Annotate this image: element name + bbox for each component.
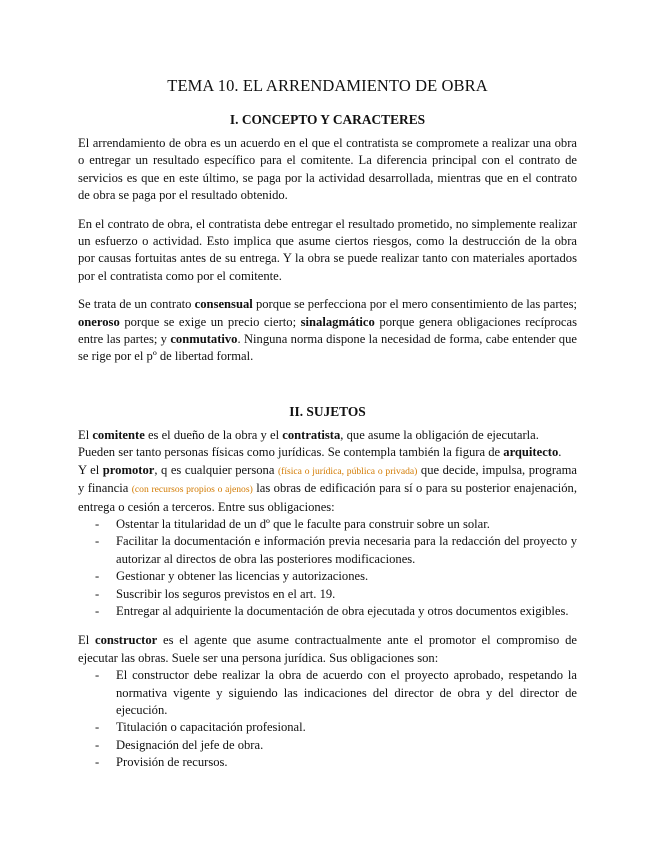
text-run: El <box>78 633 95 648</box>
paragraph <box>78 444 577 461</box>
bold-term: promotor <box>102 462 155 477</box>
text-run: El <box>78 427 93 442</box>
text-run: , que asume la obligación de ejecutarla. <box>340 427 539 442</box>
bold-term: contratista <box>282 427 341 442</box>
text-run: , q es cualquier persona <box>154 462 278 477</box>
text-run: que decide, impulsa, programa y financia <box>78 462 577 496</box>
text-run: Se trata de un contrato <box>78 297 195 312</box>
paragraph <box>78 462 577 516</box>
text-run: porque se perfecciona por el mero consentimiento de las partes; <box>252 297 577 312</box>
paragraph: En el contrato de obra, el contratista debe entregar el resultado prometido, no simplemente realizar un esfuerzo o actividad. Esto implica que asume ciertos riesgos, como la destrucción de la obra por causas fortuitas antes de su entrega. Y la obra se puede realizar tanto con materiales aportados por el contratista como por el comitente. <box>78 216 577 283</box>
bold-term: oneroso <box>78 314 120 329</box>
list-item: - Facilitar la documentación e información previa necesaria para la redacción del proyecto y autorizar al directos de obra las posteriores modificaciones. <box>78 533 577 568</box>
section-heading-sujetos: II. SUJETOS <box>289 403 366 419</box>
list-item: - Entregar al adquiriente la documentación de obra ejecutada y otros documentos exigibles. <box>78 603 577 620</box>
list-item: - Designación del jefe de obra. <box>78 737 577 754</box>
bold-term: conmutativo <box>170 332 238 347</box>
text-run: Y el <box>78 462 103 477</box>
bold-term: consensual <box>194 297 253 312</box>
list-item: - El constructor debe realizar la obra de acuerdo con el proyecto aprobado, respetando la normativa vigente y siguiendo las indicaciones del director de obra y del director de ejecución. <box>78 667 577 719</box>
spacer <box>78 377 577 403</box>
bold-term: constructor <box>94 633 158 648</box>
text-run: es el dueño de la obra y el <box>144 427 283 442</box>
paragraph <box>78 632 577 667</box>
text-run: . Ninguna norma dispone la necesidad de forma, cabe entender que se rige por el pº de libertad formal. <box>78 332 577 364</box>
list-item: - Gestionar y obtener las licencias y autorizaciones. <box>78 568 577 585</box>
list-item: - Ostentar la titularidad de un dº que le faculte para construir sobre un solar. <box>78 516 577 533</box>
text-run: porque genera obligaciones recíprocas entre las partes; y <box>78 314 578 347</box>
annotation-note: (física o jurídica, pública o privada) <box>277 465 418 477</box>
annotation-note: (con recursos propios o ajenos) <box>131 484 253 496</box>
page-title: TEMA 10. EL ARRENDAMIENTO DE OBRA <box>167 76 488 95</box>
paragraph <box>78 296 577 366</box>
text-run: porque se exige un precio cierto; <box>119 314 301 329</box>
promotor-obligations-list <box>78 516 577 620</box>
list-item: - Suscribir los seguros previstos en el art. 19. <box>78 586 577 603</box>
text-run: . <box>558 445 562 460</box>
bold-term: sinalagmático <box>300 314 375 329</box>
paragraph <box>78 427 577 444</box>
text-run: las obras de edificación para sí o para su posterior enajenación, entrega o cesión a terceros. Entre sus obligaciones: <box>78 481 578 514</box>
section-heading-concepto: I. CONCEPTO Y CARACTERES <box>229 112 426 127</box>
bold-term: comitente <box>92 427 145 442</box>
list-item: - Provisión de recursos. <box>78 754 577 771</box>
text-run: Pueden ser tanto personas físicas como jurídicas. Se contempla también la figura de <box>78 445 504 460</box>
paragraph: El arrendamiento de obra es un acuerdo en el que el contratista se compromete a realizar una obra o entregar un resultado específico para el comitente. La diferencia principal con el contrato de servicios es que en este último, se paga por la actividad desarrollada, mientras que en el contrato de obra se paga por el resultado obtenido. <box>78 136 577 203</box>
constructor-obligations-list <box>78 667 577 771</box>
list-item: - Titulación o capacitación profesional. <box>78 719 577 736</box>
text-run: es el agente que asume contractualmente ante el promotor el compromiso de ejecutar las obras. Suele ser una persona jurídica. Sus obligaciones son: <box>78 633 577 665</box>
bold-term: arquitecto <box>503 445 559 460</box>
